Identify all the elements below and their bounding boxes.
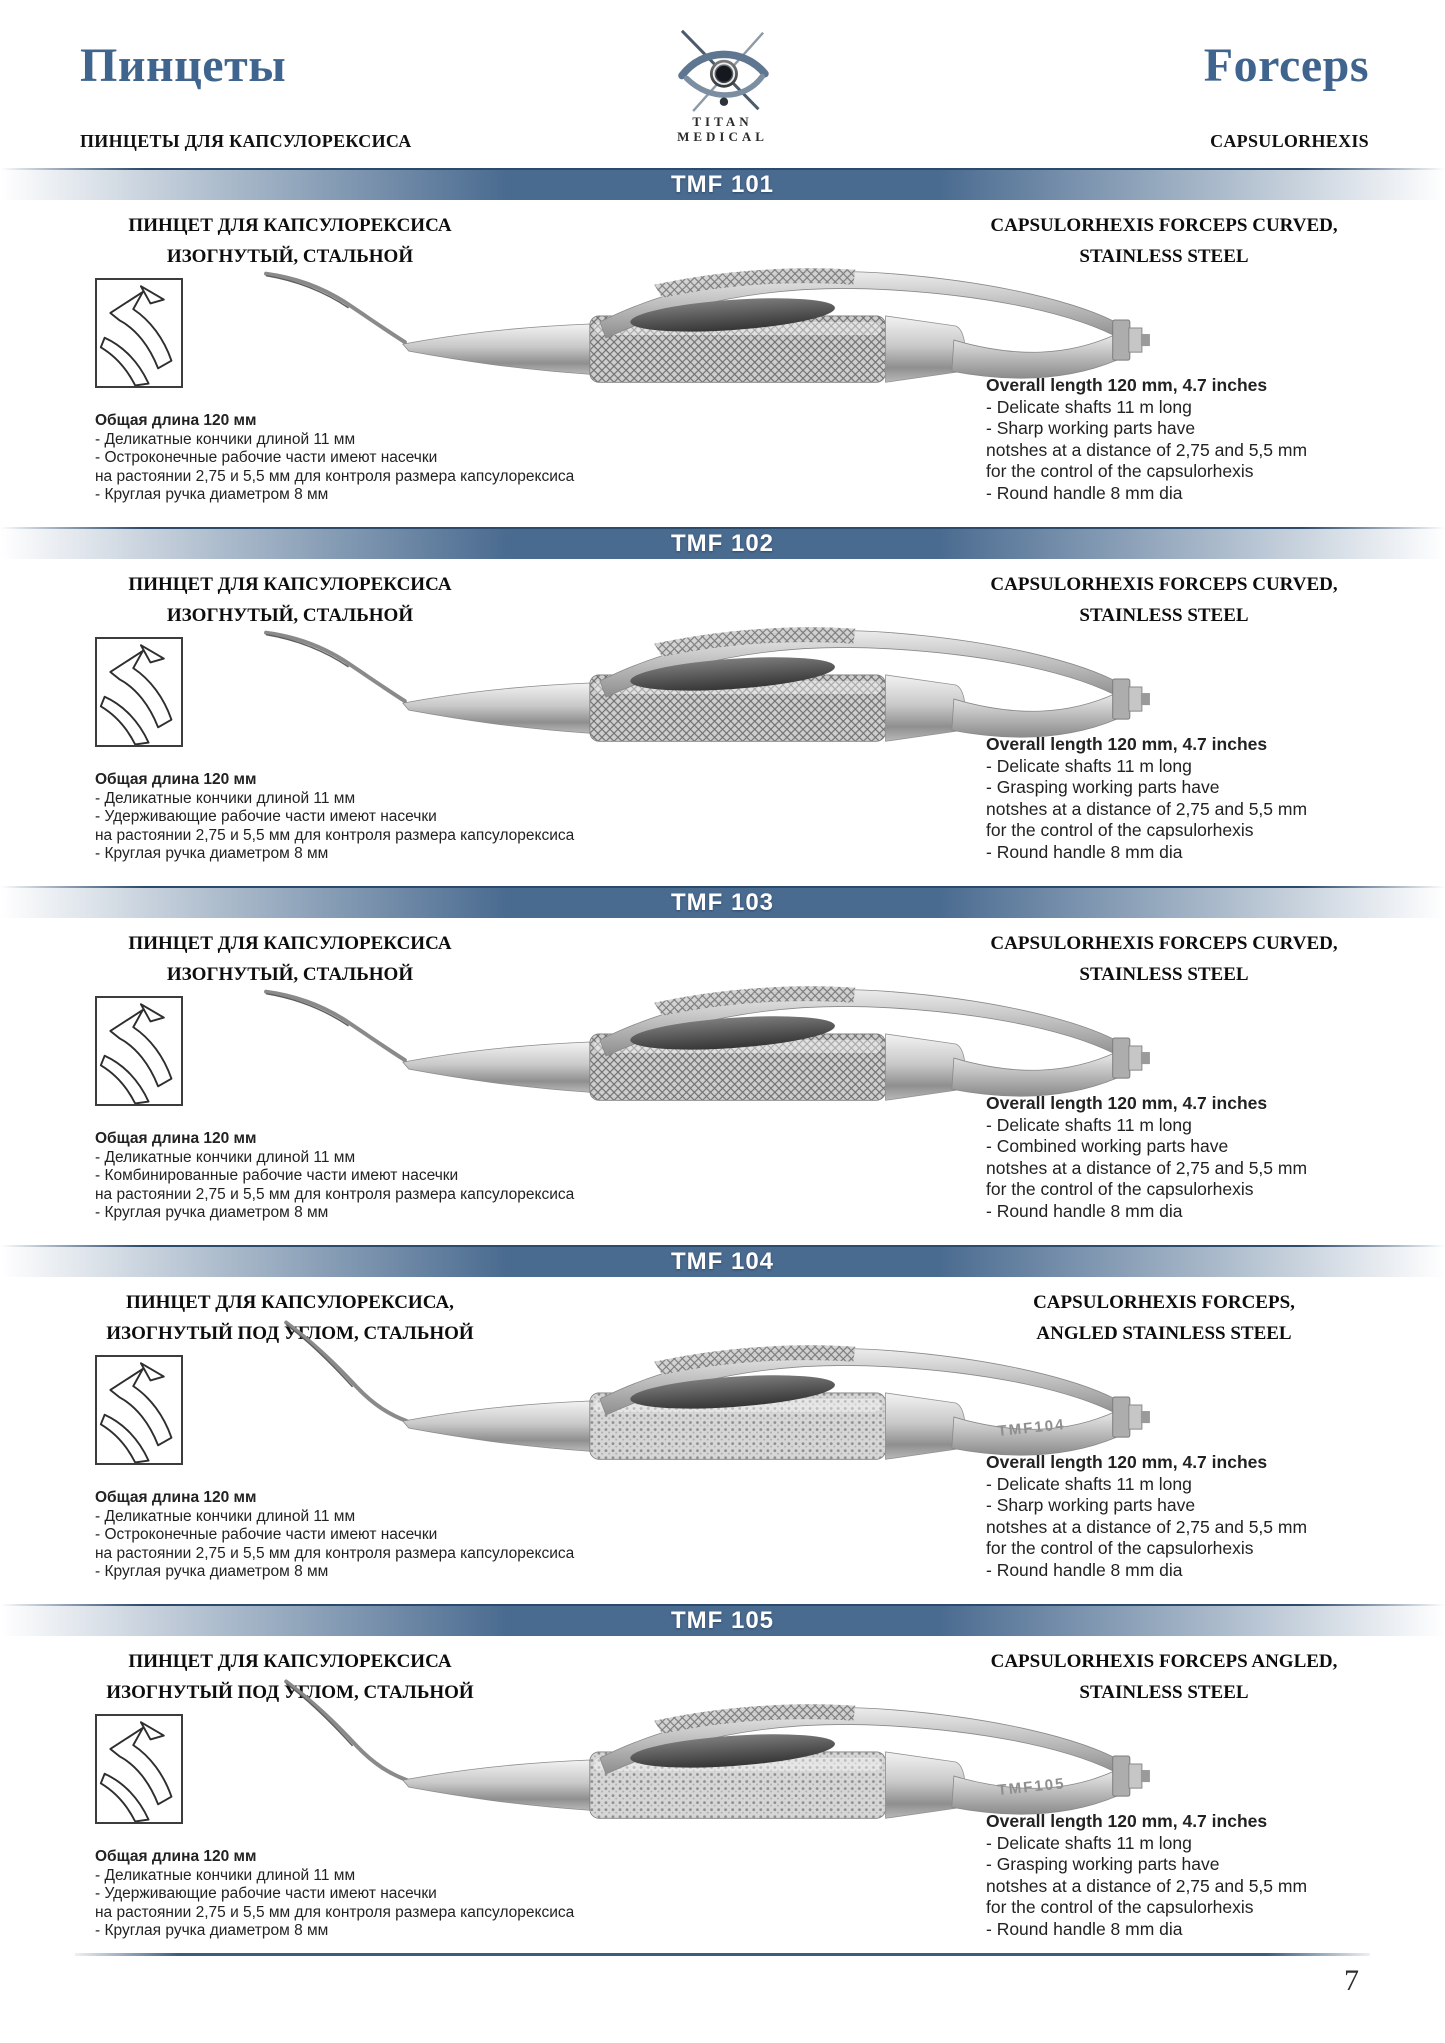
model-number: TMF 103 [670,889,775,916]
specs-en-heading: Overall length 120 mm, 4.7 inches [986,1093,1268,1113]
product-title-ru-line2: ИЗОГНУТЫЙ, СТАЛЬНОЙ [166,246,414,267]
eye-logo-icon [667,26,779,114]
spec-line: - Круглая ручка диаметром 8 мм [95,1204,329,1221]
clasp [1113,320,1150,360]
specs-ru [95,1130,655,1223]
clasp [1113,1038,1150,1078]
page-number: 7 [1344,1964,1359,1997]
model-number: TMF 105 [670,1607,775,1634]
product-title-en-line1: CAPSULORHEXIS FORCEPS CURVED, [990,933,1338,954]
tip-illustration-box [95,996,183,1106]
tip-illustration-box [95,1355,183,1465]
spec-line: - Grasping working parts have [986,777,1220,797]
specs-ru-heading: Общая длина 120 мм [95,1130,257,1147]
spec-line: - Остроконечные рабочие части имеют насечки [95,1526,438,1543]
engraving-label: TMF105 [996,1775,1067,1800]
tip-illustration-box [95,278,183,388]
spec-line: notshes at a distance of 2,75 and 5,5 mm [986,439,1308,460]
specs-en [986,1452,1386,1581]
spec-line: - Round handle 8 mm dia [986,1559,1183,1580]
specs-ru-lines [95,1149,655,1223]
spec-line: - Деликатные кончики длиной 11 мм [95,1507,356,1525]
product-title-en-line1: CAPSULORHEXIS FORCEPS, [1033,1292,1295,1313]
product-section [0,1604,1445,1963]
model-number: TMF 101 [670,171,775,198]
spec-line: notshes at a distance of 2,75 and 5,5 mm [986,1875,1308,1896]
specs-en [986,1811,1386,1940]
spec-line: на растоянии 2,75 и 5,5 мм для контроля размера капсулорексиса [95,1185,575,1203]
product-title-ru-line2: ИЗОГНУТЫЙ, СТАЛЬНОЙ [166,605,414,626]
product-section [0,527,1445,886]
specs-ru-heading: Общая длина 120 мм [95,1848,257,1865]
spec-line: - Delicate shafts 11 m long [986,1114,1192,1135]
product-section [0,168,1445,527]
product-title-ru-line1: ПИНЦЕТ ДЛЯ КАПСУЛОРЕКСИСА [128,933,452,954]
titan-medical-logo [628,26,818,144]
spec-line: - Удерживающие рабочие части имеют насечки [95,1885,437,1902]
specs-en-lines [986,756,1386,864]
model-bar [0,168,1445,200]
product-title-en-line2: STAINLESS STEEL [1079,964,1249,985]
tip-illustration-icon [97,998,181,1104]
spec-line: - Круглая ручка диаметром 8 мм [95,845,329,862]
tip-illustration-icon [97,1357,181,1463]
product-title-ru-line1: ПИНЦЕТ ДЛЯ КАПСУЛОРЕКСИСА [128,1651,452,1672]
product-title-ru-line2: ИЗОГНУТЫЙ, СТАЛЬНОЙ [166,964,414,985]
engraving-label: TMF104 [996,1416,1067,1441]
product-title-ru-line2: ИЗОГНУТЫЙ ПОД УГЛОМ, СТАЛЬНОЙ [106,1323,474,1344]
spec-line: на растоянии 2,75 и 5,5 мм для контроля размера капсулорексиса [95,1903,575,1921]
product-title-ru-line2: ИЗОГНУТЫЙ ПОД УГЛОМ, СТАЛЬНОЙ [106,1682,474,1703]
spec-line: - Деликатные кончики длиной 11 мм [95,430,356,448]
spec-line: на растоянии 2,75 и 5,5 мм для контроля размера капсулорексиса [95,1544,575,1562]
specs-ru [95,1489,655,1582]
spec-line: for the control of the capsulorhexis [986,461,1254,481]
specs-ru-heading: Общая длина 120 мм [95,1489,257,1506]
spec-line: - Комбинированные рабочие части имеют насечки [95,1167,459,1184]
specs-en [986,734,1386,863]
specs-ru [95,771,655,864]
clasp [1113,1756,1150,1796]
product-title-en-line2: STAINLESS STEEL [1079,246,1249,267]
spec-line: - Круглая ручка диаметром 8 мм [95,1563,329,1580]
spec-line: - Delicate shafts 11 m long [986,755,1192,776]
sections [0,168,1445,1963]
specs-ru [95,412,655,505]
tip-illustration-box [95,1714,183,1824]
spec-line: - Круглая ручка диаметром 8 мм [95,486,329,503]
specs-en-heading: Overall length 120 mm, 4.7 inches [986,734,1268,754]
spec-line: - Остроконечные рабочие части имеют насечки [95,449,438,466]
spec-line: for the control of the capsulorhexis [986,1179,1254,1199]
specs-en-lines [986,1833,1386,1941]
tip-illustration-icon [97,639,181,745]
spec-line: - Круглая ручка диаметром 8 мм [95,1922,329,1939]
specs-en [986,1093,1386,1222]
model-number: TMF 102 [670,530,775,557]
product-title-en-line2: STAINLESS STEEL [1079,605,1249,626]
product-section [0,1245,1445,1604]
product-title-ru-line1: ПИНЦЕТ ДЛЯ КАПСУЛОРЕКСИСА [128,574,452,595]
spec-line: - Round handle 8 mm dia [986,482,1183,503]
spec-line: for the control of the capsulorhexis [986,1538,1254,1558]
specs-en-lines [986,397,1386,505]
specs-en-heading: Overall length 120 mm, 4.7 inches [986,1811,1268,1831]
specs-en-heading: Overall length 120 mm, 4.7 inches [986,1452,1268,1472]
tip-illustration-icon [97,280,181,386]
spec-line: for the control of the capsulorhexis [986,1897,1254,1917]
specs-en-lines [986,1115,1386,1223]
specs-en [986,375,1386,504]
spec-line: - Деликатные кончики длиной 11 мм [95,1148,356,1166]
specs-ru-lines [95,1867,655,1941]
product-title-ru-line1: ПИНЦЕТ ДЛЯ КАПСУЛОРЕКСИСА, [126,1292,454,1313]
specs-ru-lines [95,1508,655,1582]
specs-ru-lines [95,431,655,505]
spec-line: - Sharp working parts have [986,1495,1196,1515]
spec-line: - Delicate shafts 11 m long [986,396,1192,417]
tip-illustration-icon [97,1716,181,1822]
spec-line: - Деликатные кончики длиной 11 мм [95,1866,356,1884]
spec-line: - Round handle 8 mm dia [986,1918,1183,1939]
specs-en-heading: Overall length 120 mm, 4.7 inches [986,375,1268,395]
spec-line: - Grasping working parts have [986,1854,1220,1874]
product-title-en-line2: STAINLESS STEEL [1079,1682,1249,1703]
page-subtitle-ru: ПИНЦЕТЫ ДЛЯ КАПСУЛОРЕКСИСА [80,131,412,151]
spec-line: notshes at a distance of 2,75 and 5,5 mm [986,798,1308,819]
page-title-ru: Пинцеты [80,39,287,92]
spec-line: - Combined working parts have [986,1136,1229,1156]
model-bar [0,1245,1445,1277]
spec-line: на растоянии 2,75 и 5,5 мм для контроля размера капсулорексиса [95,467,575,485]
spec-line: - Деликатные кончики длиной 11 мм [95,789,356,807]
tip-illustration-box [95,637,183,747]
clasp [1113,679,1150,719]
specs-ru-heading: Общая длина 120 мм [95,412,257,429]
product-title-ru-line1: ПИНЦЕТ ДЛЯ КАПСУЛОРЕКСИСА [128,215,452,236]
product-title-en-line2: ANGLED STAINLESS STEEL [1036,1323,1292,1344]
model-bar [0,527,1445,559]
spec-line: - Round handle 8 mm dia [986,841,1183,862]
spec-line: - Round handle 8 mm dia [986,1200,1183,1221]
spec-line: - Delicate shafts 11 m long [986,1832,1192,1853]
spec-line: - Удерживающие рабочие части имеют насечки [95,808,437,825]
spec-line: for the control of the capsulorhexis [986,820,1254,840]
spec-line: - Delicate shafts 11 m long [986,1473,1192,1494]
product-title-en-line1: CAPSULORHEXIS FORCEPS CURVED, [990,215,1338,236]
specs-en-lines [986,1474,1386,1582]
specs-ru [95,1848,655,1941]
spec-line: на растоянии 2,75 и 5,5 мм для контроля размера капсулорексиса [95,826,575,844]
product-title-en-line1: CAPSULORHEXIS FORCEPS ANGLED, [990,1651,1338,1672]
model-bar [0,1604,1445,1636]
spec-line: notshes at a distance of 2,75 and 5,5 mm [986,1516,1308,1537]
spec-line: notshes at a distance of 2,75 and 5,5 mm [986,1157,1308,1178]
model-number: TMF 104 [670,1248,775,1275]
footer-rule [75,1953,1370,1956]
logo-text-line2: MEDICAL [677,129,768,144]
page-subtitle-en: CAPSULORHEXIS [1210,131,1369,151]
specs-ru-heading: Общая длина 120 мм [95,771,257,788]
clasp [1113,1397,1150,1437]
model-bar [0,886,1445,918]
logo-text-line1: TITAN [692,114,753,129]
spec-line: - Sharp working parts have [986,418,1196,438]
product-section [0,886,1445,1245]
product-title-en-line1: CAPSULORHEXIS FORCEPS CURVED, [990,574,1338,595]
page-title-en: Forceps [1203,39,1369,92]
specs-ru-lines [95,790,655,864]
